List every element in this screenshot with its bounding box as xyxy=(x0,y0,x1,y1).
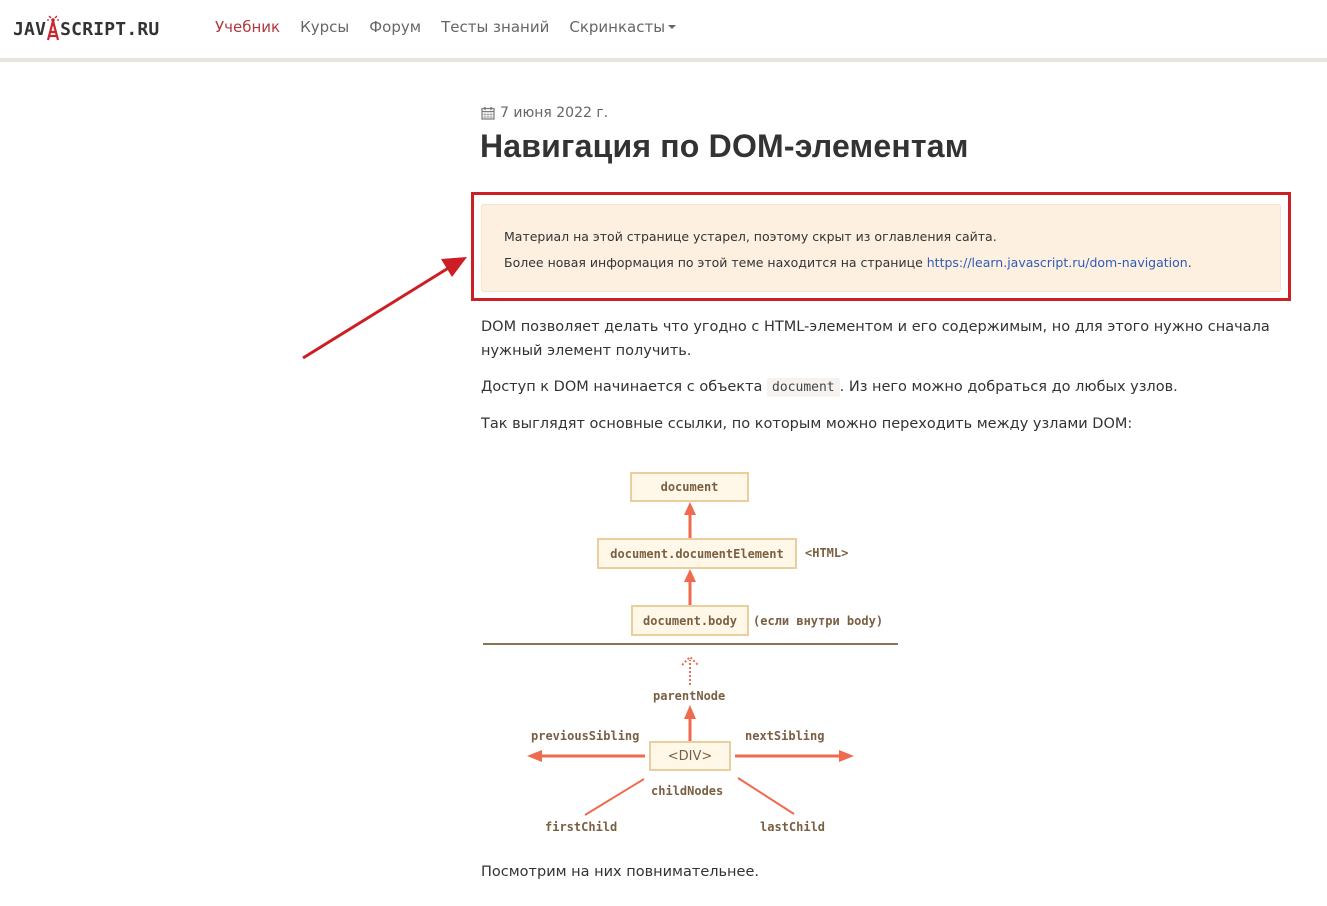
diagram-label-next-sibling: nextSibling xyxy=(745,729,825,743)
notice-line-2 xyxy=(504,255,1192,270)
diagram-label-first-child: firstChild xyxy=(545,820,618,834)
diagram-node-div: <DIV> xyxy=(649,741,731,771)
paragraph-2-prefix: Доступ к DOM начинается с объекта xyxy=(481,379,768,395)
header-divider xyxy=(0,58,1327,62)
paragraph-3: Так выглядят основные ссылки, по которым можно переходить между узлами DOM: xyxy=(481,416,1133,432)
nav-item-tests[interactable]: Тесты знаний xyxy=(441,18,550,36)
date-text: 7 июня 2022 г. xyxy=(500,105,609,121)
paragraph-2-suffix: . Из него можно добраться до любых узлов. xyxy=(839,379,1178,395)
logo-text-right: SCRIPT.RU xyxy=(60,18,160,40)
nav-item-courses[interactable]: Курсы xyxy=(300,18,350,36)
notice-line-2-suffix: . xyxy=(1187,255,1192,270)
calendar-icon xyxy=(481,106,495,120)
annotation-arrow-icon xyxy=(295,250,475,365)
nav-item-screencasts-label: Скринкасты xyxy=(569,18,666,36)
paragraph-1 xyxy=(481,315,1270,363)
notice-line-2-prefix: Более новая информация по этой теме находится на странице xyxy=(504,255,927,270)
inline-code-document: document xyxy=(767,378,840,397)
diagram-node-document-element: document.documentElement xyxy=(597,538,797,569)
site-logo[interactable] xyxy=(13,15,159,43)
paragraph-1-line-2: нужный элемент получить. xyxy=(481,343,692,359)
caret-down-icon xyxy=(668,25,676,29)
nav-item-screencasts[interactable] xyxy=(569,18,676,36)
logo-text-left: JAV xyxy=(13,18,47,40)
diagram-label-previous-sibling: previousSibling xyxy=(531,729,640,743)
main-nav xyxy=(215,18,696,36)
paragraph-2 xyxy=(481,375,1178,400)
nav-item-tutorial[interactable]: Учебник xyxy=(215,18,281,36)
diagram-divider xyxy=(483,643,898,645)
diagram-label-html: <HTML> xyxy=(805,546,849,560)
diagram-node-document: document xyxy=(630,472,749,502)
notice-line-1: Материал на этой странице устарел, поэтому скрыт из оглавления сайта. xyxy=(504,229,997,244)
diagram-label-last-child: lastChild xyxy=(760,820,826,834)
nav-item-forum[interactable]: Форум xyxy=(369,18,422,36)
page-title: Навигация по DOM-элементам xyxy=(480,128,969,164)
paragraph-4: Посмотрим на них повнимательнее. xyxy=(481,864,759,880)
paragraph-1-line-1: DOM позволяет делать что угодно с HTML-элементом и его содержимым, но для этого нужно сначала xyxy=(481,319,1270,335)
dom-navigation-diagram xyxy=(470,455,920,845)
diagram-label-child-nodes: childNodes xyxy=(651,784,724,798)
diagram-node-document-body: document.body xyxy=(631,605,749,636)
top-navbar xyxy=(0,0,1327,58)
dom-navigation-link[interactable]: https://learn.javascript.ru/dom-navigation xyxy=(926,255,1188,270)
diagram-label-parent-node: parentNode xyxy=(653,689,726,703)
outdated-notice xyxy=(481,204,1281,292)
article-date xyxy=(481,105,608,121)
diagram-label-body-note: (если внутри body) xyxy=(753,614,884,628)
radio-tower-icon xyxy=(46,15,60,39)
